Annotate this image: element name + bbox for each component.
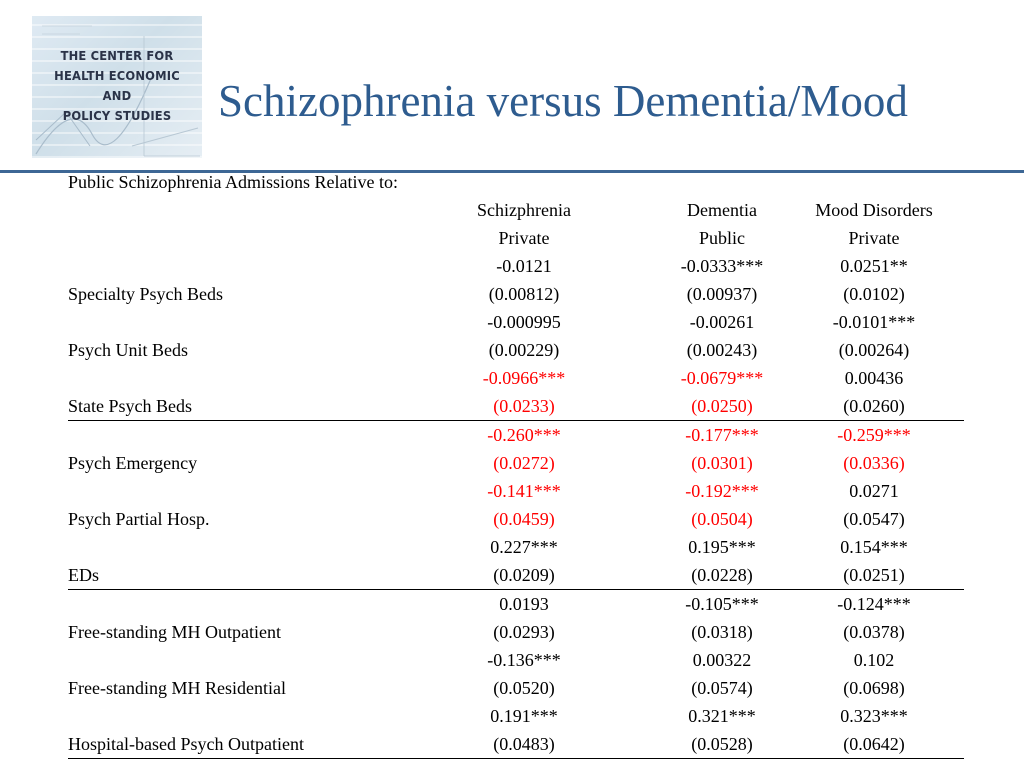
coefficient-cell: -0.192*** <box>685 481 759 501</box>
coefficient-row <box>68 590 964 618</box>
coefficient-cell: 0.00436 <box>844 368 904 388</box>
header-row <box>68 224 964 252</box>
standard-error-row <box>68 449 964 477</box>
row-label: Psych Emergency <box>68 453 198 473</box>
standard-error-row <box>68 730 964 759</box>
standard-error-cell: (0.0233) <box>493 396 555 416</box>
coefficient-row <box>68 252 964 280</box>
coefficient-cell: -0.124*** <box>837 594 911 614</box>
row-label: Hospital-based Psych Outpatient <box>68 734 304 754</box>
coefficient-cell: 0.321*** <box>688 706 756 726</box>
coefficient-cell: 0.0251** <box>840 256 908 276</box>
coefficient-cell: 0.323*** <box>840 706 908 726</box>
standard-error-row <box>68 280 964 308</box>
logo-line: AND <box>102 88 132 103</box>
standard-error-cell: (0.0318) <box>691 622 753 642</box>
coefficient-cell: 0.154*** <box>840 537 908 557</box>
coefficient-cell: -0.0101*** <box>832 312 916 332</box>
column-header: Schizphrenia <box>477 200 571 220</box>
column-header: Dementia <box>687 200 757 220</box>
coefficient-row <box>68 533 964 561</box>
coefficient-cell: 0.0193 <box>499 594 549 614</box>
standard-error-cell: (0.0574) <box>691 678 753 698</box>
center-logo <box>32 16 202 158</box>
coefficient-cell: -0.260*** <box>487 425 561 445</box>
standard-error-cell: (0.0209) <box>493 565 555 585</box>
standard-error-cell: (0.0528) <box>691 734 753 754</box>
row-label: State Psych Beds <box>68 396 192 416</box>
column-subheader: Private <box>848 228 900 248</box>
coefficient-cell: -0.141*** <box>487 481 561 501</box>
coefficient-cell: -0.259*** <box>837 425 911 445</box>
standard-error-cell: (0.0260) <box>843 396 905 416</box>
standard-error-cell: (0.0547) <box>843 509 905 529</box>
column-header: Mood Disorders <box>815 200 933 220</box>
header-row <box>68 196 964 224</box>
coefficient-row <box>68 364 964 392</box>
standard-error-cell: (0.0301) <box>691 453 753 473</box>
coefficient-cell: -0.00261 <box>689 312 755 332</box>
logo-text <box>39 46 195 126</box>
standard-error-cell: (0.0250) <box>691 396 753 416</box>
standard-error-cell: (0.0642) <box>843 734 905 754</box>
coefficient-cell: 0.227*** <box>490 537 558 557</box>
standard-error-row <box>68 674 964 702</box>
row-label: Free-standing MH Outpatient <box>68 622 281 642</box>
column-subheader: Private <box>498 228 550 248</box>
standard-error-row <box>68 561 964 590</box>
logo-line: POLICY STUDIES <box>62 108 172 123</box>
standard-error-cell: (0.0698) <box>843 678 905 698</box>
standard-error-row <box>68 618 964 646</box>
row-label: Specialty Psych Beds <box>68 284 223 304</box>
coefficient-cell: 0.0271 <box>849 481 899 501</box>
standard-error-cell: (0.0336) <box>843 453 905 473</box>
standard-error-cell: (0.00264) <box>838 340 910 360</box>
coefficient-cell: -0.177*** <box>685 425 759 445</box>
standard-error-cell: (0.0520) <box>493 678 555 698</box>
logo-line: THE CENTER FOR <box>60 48 174 63</box>
row-label: Psych Unit Beds <box>68 340 189 360</box>
standard-error-cell: (0.0293) <box>493 622 555 642</box>
coefficient-row <box>68 421 964 449</box>
standard-error-row <box>68 336 964 364</box>
coefficient-cell: -0.0333*** <box>680 256 764 276</box>
standard-error-cell: (0.0378) <box>843 622 905 642</box>
coefficient-row <box>68 646 964 674</box>
coefficient-cell: -0.0679*** <box>680 368 764 388</box>
standard-error-cell: (0.0272) <box>493 453 555 473</box>
coefficient-row <box>68 308 964 336</box>
row-label: EDs <box>68 565 99 585</box>
standard-error-cell: (0.0228) <box>691 565 753 585</box>
standard-error-row <box>68 505 964 533</box>
standard-error-cell: (0.0102) <box>843 284 905 304</box>
standard-error-cell: (0.00243) <box>686 340 758 360</box>
standard-error-cell: (0.0251) <box>843 565 905 585</box>
table-caption: Public Schizophrenia Admissions Relative to: <box>68 172 398 192</box>
regression-table <box>68 196 964 759</box>
coefficient-row <box>68 477 964 505</box>
coefficient-cell: -0.000995 <box>487 312 561 332</box>
coefficient-cell: -0.136*** <box>487 650 561 670</box>
standard-error-cell: (0.0483) <box>493 734 555 754</box>
coefficient-cell: -0.105*** <box>685 594 759 614</box>
column-subheader: Public <box>698 228 745 248</box>
row-label: Free-standing MH Residential <box>68 678 286 698</box>
coefficient-cell: 0.191*** <box>490 706 558 726</box>
standard-error-cell: (0.00937) <box>686 284 758 304</box>
logo-line: HEALTH ECONOMIC <box>54 68 180 83</box>
row-label: Psych Partial Hosp. <box>68 509 210 529</box>
coefficient-row <box>68 702 964 730</box>
standard-error-cell: (0.00229) <box>488 340 560 360</box>
coefficient-cell: 0.195*** <box>688 537 756 557</box>
coefficient-cell: -0.0966*** <box>482 368 566 388</box>
coefficient-cell: 0.00322 <box>692 650 752 670</box>
coefficient-cell: -0.0121 <box>496 256 552 276</box>
standard-error-cell: (0.0504) <box>691 509 753 529</box>
standard-error-row <box>68 392 964 421</box>
slide-title: Schizophrenia versus Dementia/Mood <box>218 76 908 126</box>
standard-error-cell: (0.0459) <box>493 509 555 529</box>
standard-error-cell: (0.00812) <box>488 284 560 304</box>
coefficient-cell: 0.102 <box>853 650 895 670</box>
